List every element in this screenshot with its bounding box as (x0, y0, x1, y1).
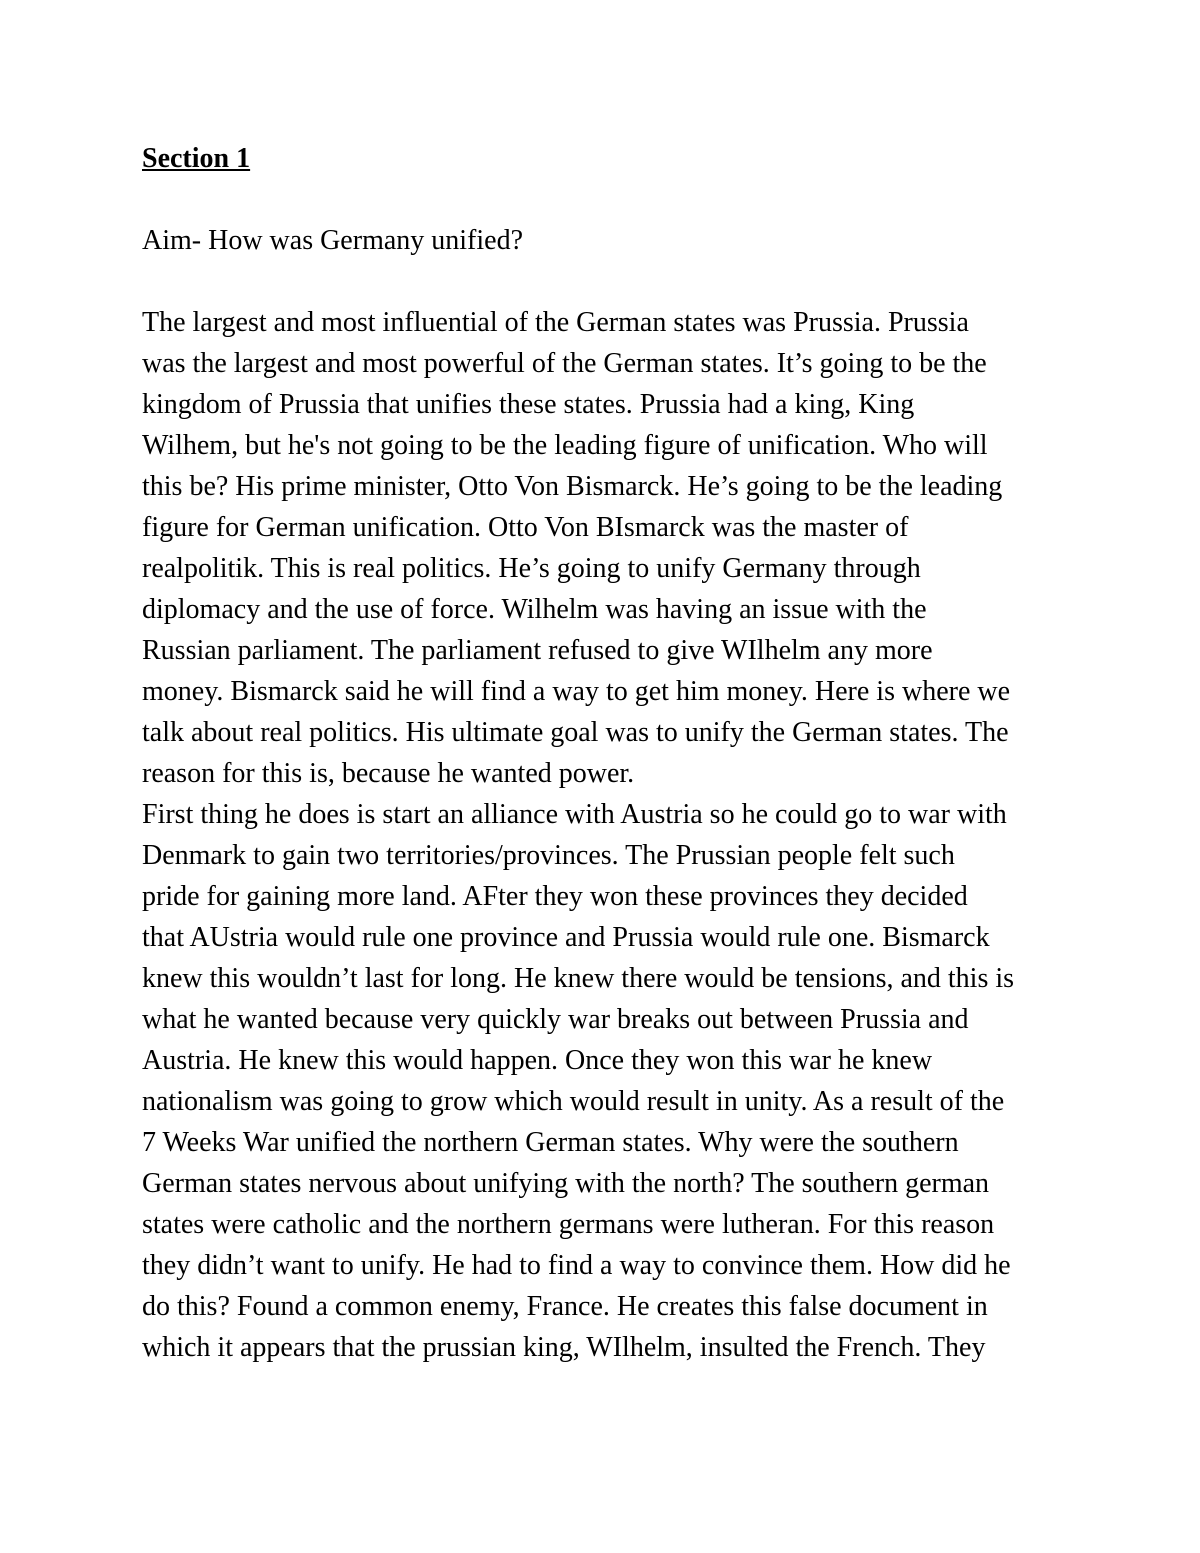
text-line: diplomacy and the use of force. Wilhelm was having an issue with the (142, 594, 927, 625)
text-line: realpolitik. This is real politics. He’s going to unify Germany through (142, 553, 921, 584)
text-line: nationalism was going to grow which would result in unity. As a result of the (142, 1086, 1005, 1117)
text-line: was the largest and most powerful of the German states. It’s going to be the (142, 348, 987, 379)
text-line: Denmark to gain two territories/provinces. The Prussian people felt such (142, 840, 955, 871)
text-line: this be? His prime minister, Otto Von Bismarck. He’s going to be the leading (142, 471, 1003, 502)
body-text (142, 302, 1062, 1368)
text-line: pride for gaining more land. AFter they won these provinces they decided (142, 881, 968, 912)
text-line: First thing he does is start an alliance with Austria so he could go to war with (142, 799, 1007, 830)
text-line: kingdom of Prussia that unifies these states. Prussia had a king, King (142, 389, 915, 420)
text-line: Russian parliament. The parliament refused to give WIlhelm any more (142, 635, 933, 666)
text-line: do this? Found a common enemy, France. He creates this false document in (142, 1291, 988, 1322)
text-line: knew this wouldn’t last for long. He knew there would be tensions, and this is (142, 963, 1015, 994)
text-line: German states nervous about unifying with the north? The southern german (142, 1168, 990, 1199)
text-line: they didn’t want to unify. He had to find a way to convince them. How did he (142, 1250, 1011, 1281)
text-line: The largest and most influential of the German states was Prussia. Prussia (142, 307, 969, 338)
text-line: talk about real politics. His ultimate goal was to unify the German states. The (142, 717, 1009, 748)
text-line: states were catholic and the northern germans were lutheran. For this reason (142, 1209, 995, 1240)
text-line: which it appears that the prussian king, WIlhelm, insulted the French. They (142, 1332, 986, 1363)
text-line: reason for this is, because he wanted power. (142, 758, 635, 789)
spacer (142, 179, 1062, 220)
section-heading: Section 1 (142, 143, 251, 174)
aim-line: Aim- How was Germany unified? (142, 225, 524, 256)
text-line: Wilhem, but he's not going to be the leading figure of unification. Who will (142, 430, 988, 461)
document-body (142, 138, 1062, 1368)
text-line: Austria. He knew this would happen. Once they won this war he knew (142, 1045, 933, 1076)
text-line: that AUstria would rule one province and Prussia would rule one. Bismarck (142, 922, 990, 953)
text-line: what he wanted because very quickly war breaks out between Prussia and (142, 1004, 969, 1035)
text-line: 7 Weeks War unified the northern German states. Why were the southern (142, 1127, 959, 1158)
spacer (142, 261, 1062, 302)
text-line: figure for German unification. Otto Von BIsmarck was the master of (142, 512, 909, 543)
text-line: money. Bismarck said he will find a way to get him money. Here is where we (142, 676, 1011, 707)
